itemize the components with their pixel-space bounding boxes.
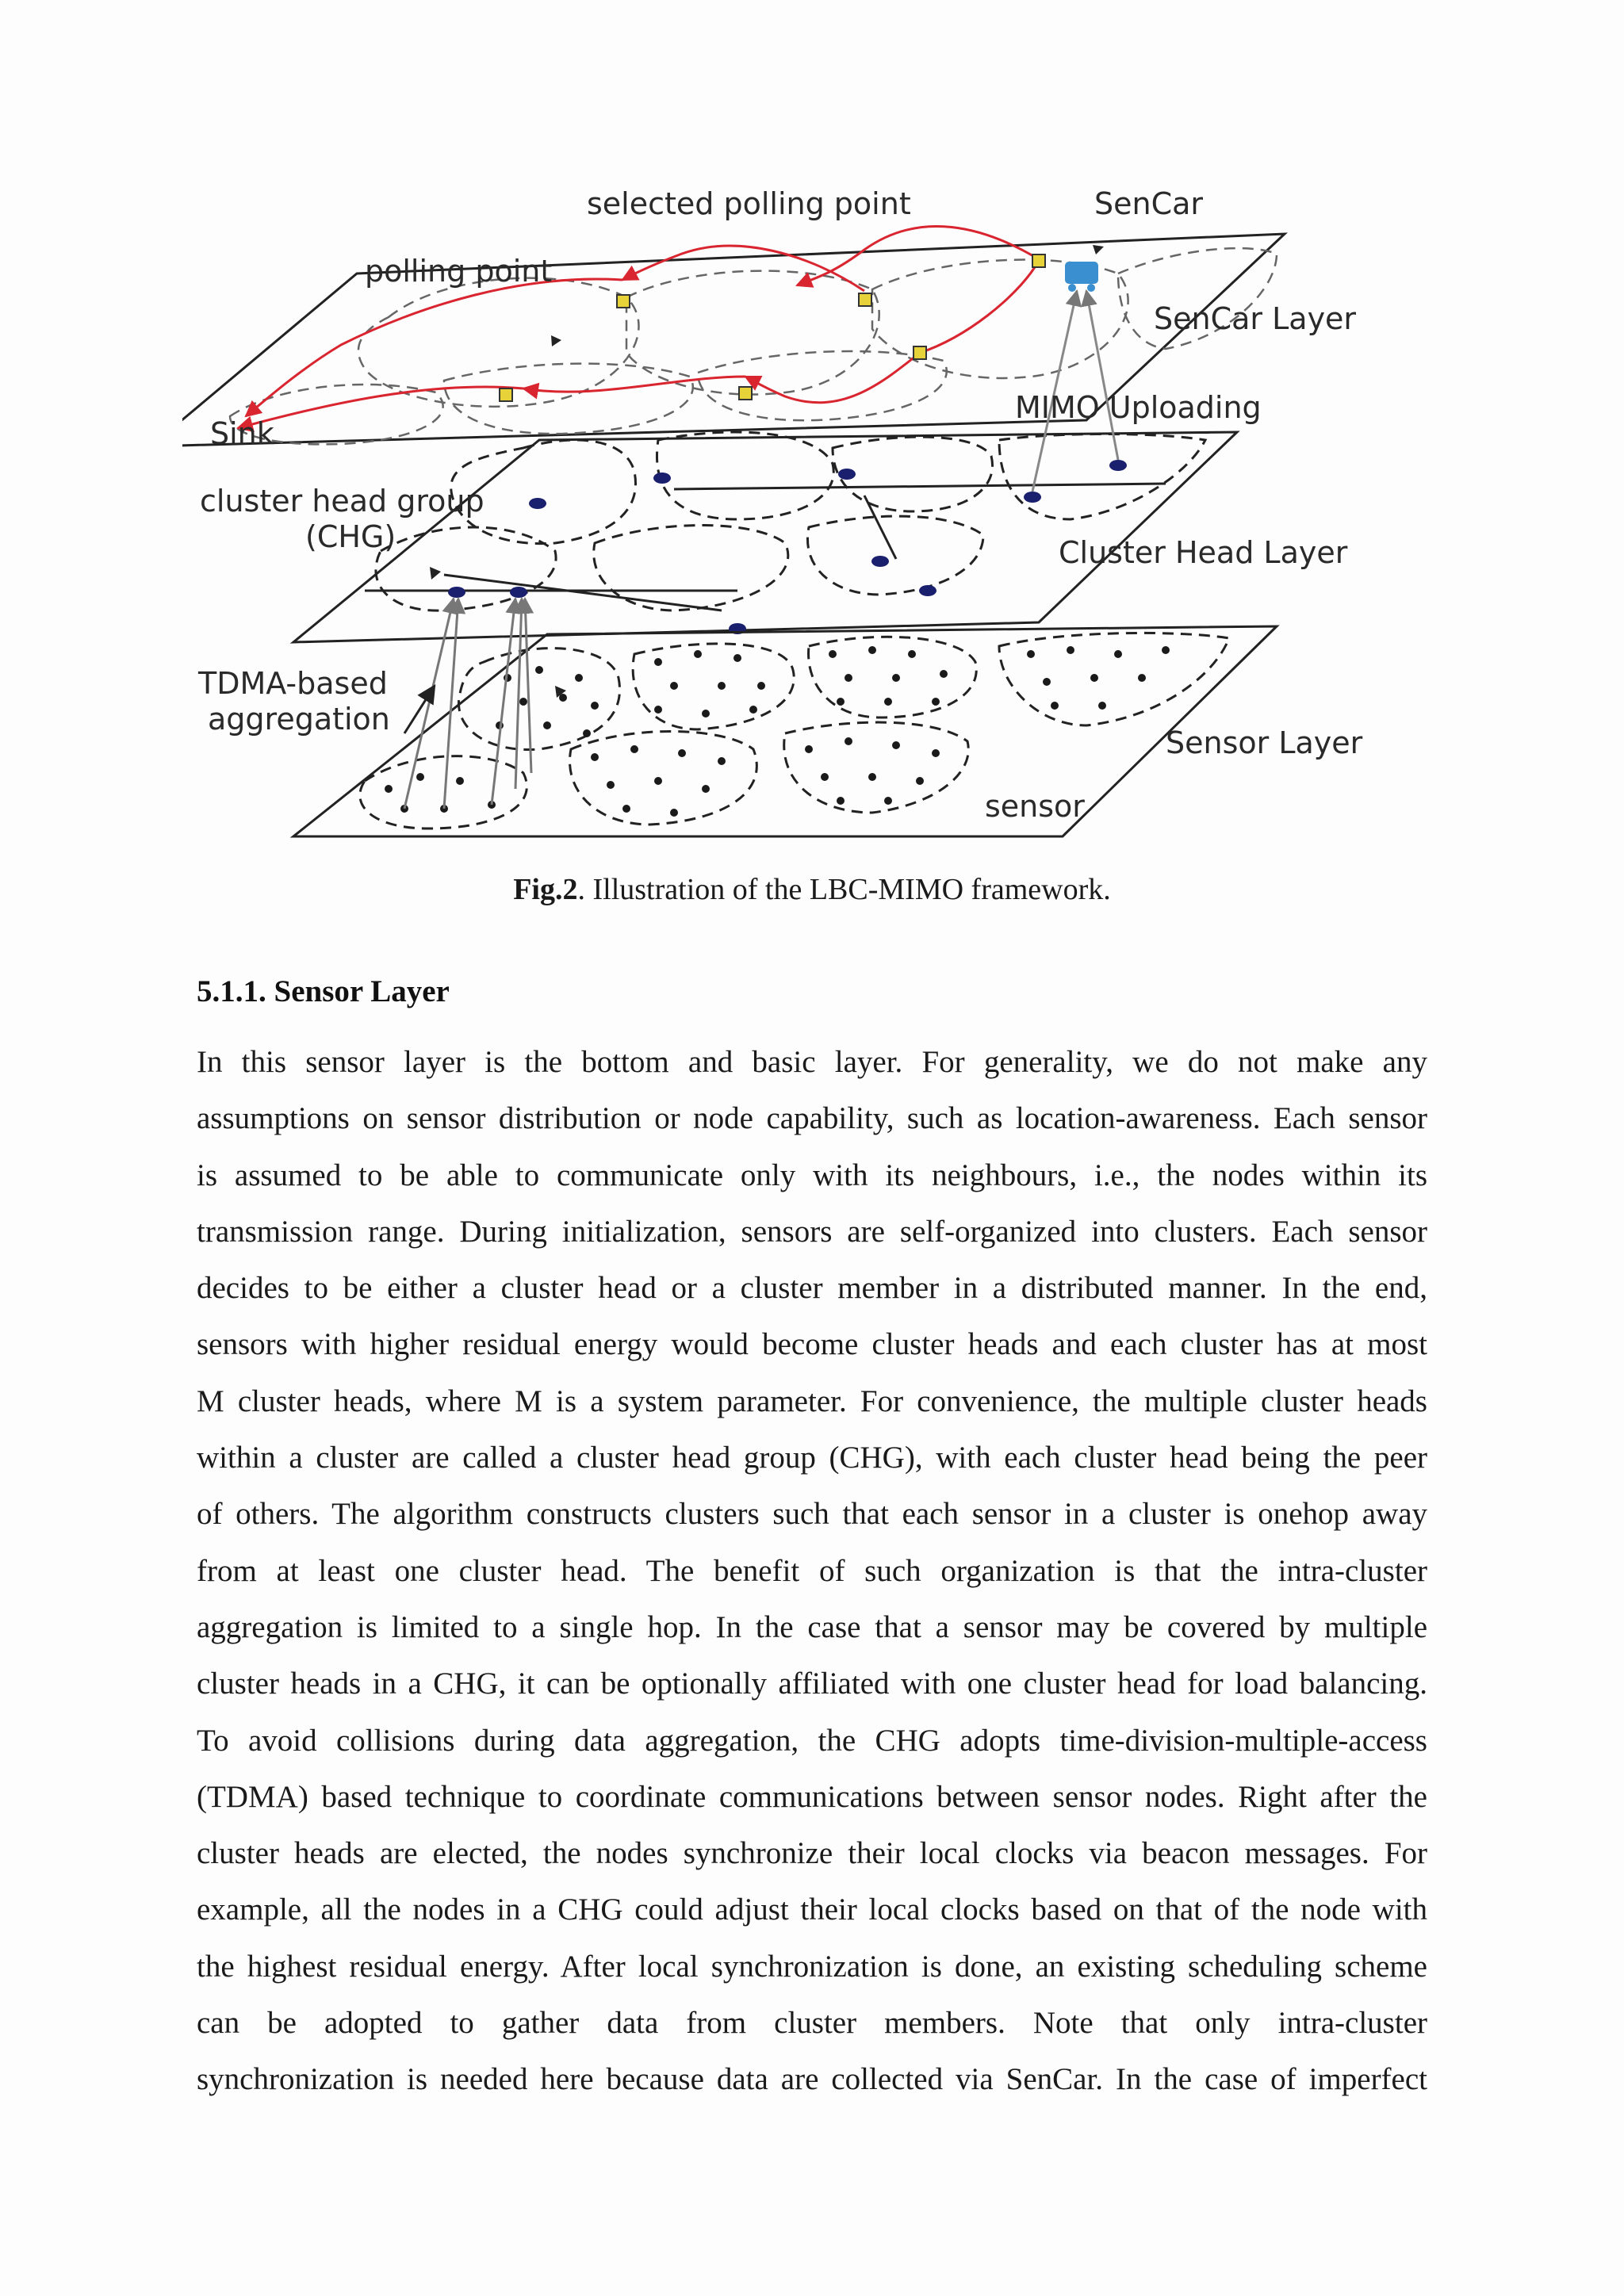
label-sencar: SenCar (1094, 186, 1204, 221)
label-polling-point: polling point (365, 254, 553, 289)
cluster-head (871, 556, 889, 567)
polling-point (914, 346, 926, 359)
label-mimo-uploading: MIMO Uploading (1015, 390, 1262, 425)
body-line: of others. The algorithm constructs clusters such that each sensor in a cluster is onehop away (197, 1497, 1427, 1532)
polling-point (859, 293, 871, 306)
polling-point (1032, 254, 1045, 267)
label-selected-polling-point: selected polling point (587, 186, 911, 221)
section-body (197, 1034, 1427, 2108)
label-tdma-line1: TDMA-based (198, 666, 388, 701)
body-line: transmission range. During initialization, sensors are self-organized into clusters. Each sensor (197, 1214, 1427, 1249)
lbc-mimo-framework-figure (182, 178, 1435, 848)
section-heading: 5.1.1. Sensor Layer (197, 974, 450, 1008)
polling-point (500, 388, 512, 401)
cluster-head (529, 498, 546, 509)
body-line: from at least one cluster head. The benefit of such organization is that the intra-cluster (197, 1553, 1427, 1588)
cluster-head (1024, 492, 1041, 503)
label-sink: Sink (210, 416, 274, 451)
body-line: aggregation is limited to a single hop. In the case that a sensor may be covered by multiple (197, 1609, 1427, 1644)
label-sensor: sensor (985, 789, 1085, 824)
body-line: cluster heads in a CHG, it can be optionally affiliated with one cluster head for load balancing. (197, 1667, 1427, 1701)
body-line: assumptions on sensor distribution or node capability, such as location-awareness. Each sensor (197, 1101, 1427, 1136)
cluster-head-regions (376, 432, 1205, 610)
framework-diagram (182, 178, 1435, 848)
body-line: decides to be either a cluster head or a cluster member in a distributed manner. In the end, (197, 1271, 1427, 1306)
polling-points (500, 254, 1045, 401)
cluster-head (919, 585, 936, 596)
cluster-head-links (365, 484, 1166, 610)
cluster-head (653, 473, 671, 484)
figure-caption-text: . Illustration of the LBC-MIMO framework. (577, 873, 1111, 906)
body-line: In this sensor layer is the bottom and basic layer. For generality, we do not make any (197, 1045, 1427, 1079)
label-sencar-layer: SenCar Layer (1154, 301, 1357, 336)
body-line: synchronization is needed here because data are collected via SenCar. In the case of imperfect (197, 2062, 1427, 2097)
polling-point (617, 295, 630, 308)
body-line: M cluster heads, where M is a system parameter. For convenience, the multiple cluster heads (197, 1383, 1427, 1418)
layer-direction-marker (430, 567, 441, 580)
label-chg-line2: (CHG) (305, 519, 396, 554)
body-line: is assumed to be able to communicate only with its neighbours, i.e., the nodes within its (197, 1158, 1427, 1192)
body-line: can be adopted to gather data from cluster members. Note that only intra-cluster (197, 2006, 1427, 2041)
body-line: (TDMA) based technique to coordinate communications between sensor nodes. Right after the (197, 1779, 1427, 1814)
label-tdma-line2: aggregation (208, 702, 390, 737)
body-line: cluster heads are elected, the nodes synchronize their local clocks via beacon messages. For (197, 1836, 1427, 1871)
cluster-head (448, 587, 465, 598)
body-line: the highest residual energy. After local synchronization is done, an existing scheduling scheme (197, 1949, 1427, 1984)
cluster-head (510, 587, 527, 598)
body-line: within a cluster are called a cluster head group (CHG), with each cluster head being the peer (197, 1441, 1427, 1475)
polling-point (739, 387, 752, 400)
body-line: example, all the nodes in a CHG could adjust their local clocks based on that of the node with (197, 1892, 1427, 1927)
body-line: To avoid collisions during data aggregation, the CHG adopts time-division-multiple-access (197, 1723, 1427, 1758)
label-cluster-head-layer: Cluster Head Layer (1059, 535, 1348, 570)
sencar-icon (1065, 262, 1098, 292)
label-sensor-layer: Sensor Layer (1166, 725, 1363, 760)
sensor-clusters (360, 633, 1229, 828)
cluster-head (838, 469, 856, 480)
body-line: sensors with higher residual energy would become cluster heads and each cluster has at most (197, 1327, 1427, 1362)
figure-caption (0, 872, 1624, 907)
figure-caption-label: Fig.2 (513, 873, 578, 906)
label-chg-line1: cluster head group (200, 484, 485, 519)
cluster-head (1109, 460, 1127, 471)
